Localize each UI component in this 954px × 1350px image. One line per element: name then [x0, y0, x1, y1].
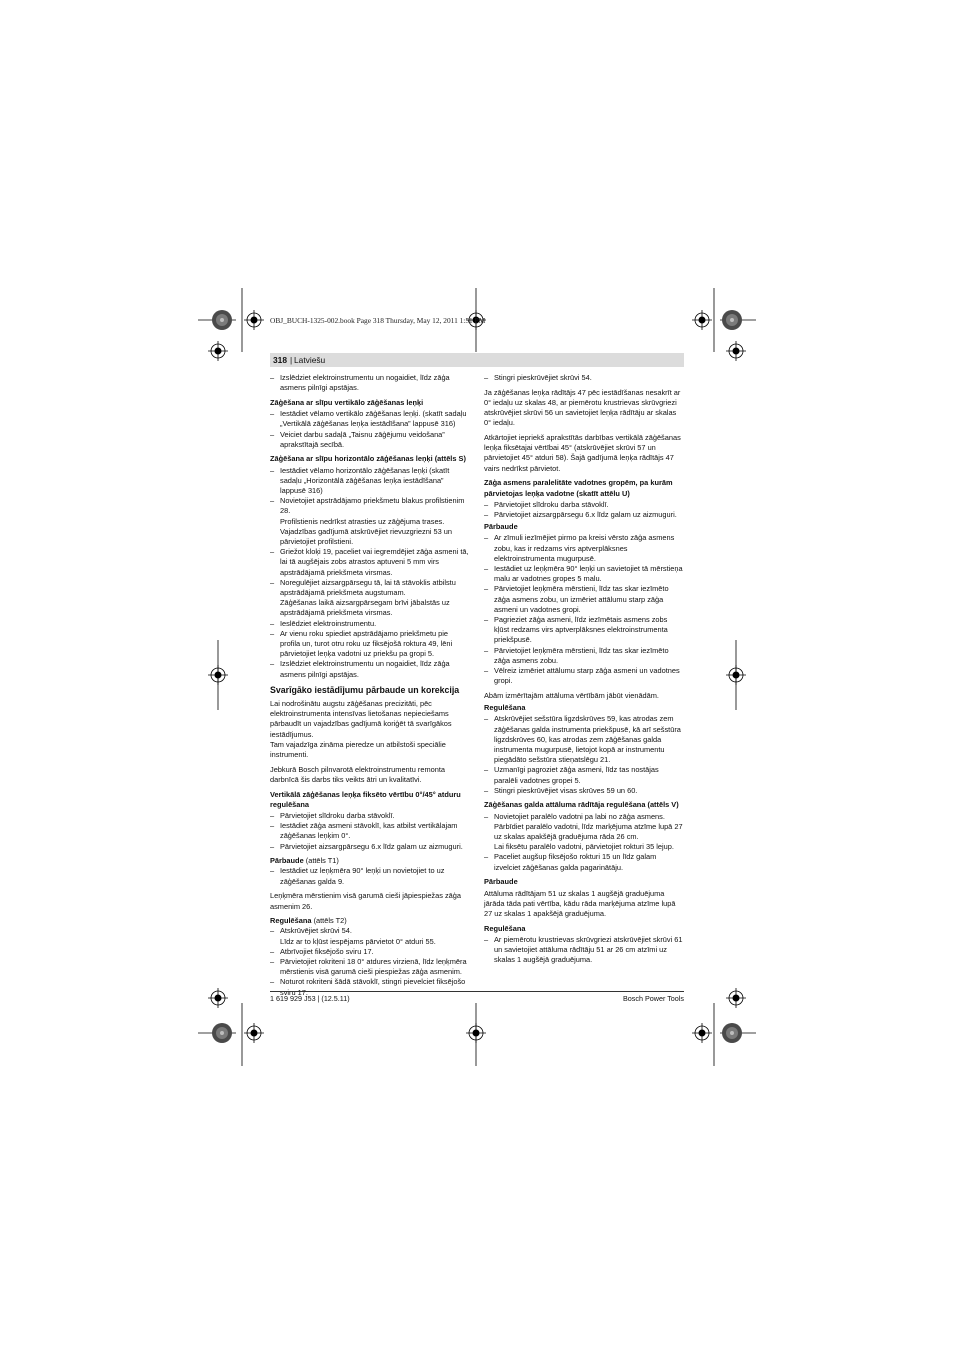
footer-document-id: 1 619 929 J53 | (12.5.11) — [270, 994, 350, 1003]
paragraph: Lai nodrošinātu augstu zāģēšanas precizitāti, pēc elektroinstrumenta intensīvas lietošanas nepieciešams pārbaudīt un vajadzības gadījumā koriģēt tā svarīgākos iestādījumus. — [270, 698, 452, 739]
list-item: – Atbrīvojiet fiksējošo sviru 17. — [270, 947, 469, 957]
footer-rule — [270, 991, 684, 992]
list-item: – Ar vienu roku spiediet apstrādājamo priekšmetu pie profila un, turot otru roku uz fiksējošā roktura 49, lēni pārvietojiet leņķa vadotni uz priekšu pa gropi 5. — [270, 629, 469, 660]
list-item: – Vēlreiz izmēriet attālumu starp zāģa asmeni un vadotnes gropi. — [484, 666, 683, 686]
bullet-list — [484, 373, 683, 383]
list-item: – Griežot kloķi 19, paceliet vai iegremdējiet zāģa asmeni tā, lai tā augšējais zobs atrastos aptuveni 5 mm virs apstrādājamā priekšmeta virsmas. — [270, 547, 469, 578]
section-heading: Zāģēšana ar slīpu vertikālo zāģēšanas leņķi — [270, 397, 424, 407]
bullet-list — [484, 533, 683, 686]
paragraph: Ja zāģēšanas leņķa rādītājs 47 pēc iestādīšanas nesakrīt ar 0° iedaļu uz skalas 48, ar piemērotu krustrievas skrūvgriezi atskrūvējiet skrūvi 56 un savietojiet leņķa rādītāju ar skalas 0° iedaļu. — [484, 387, 681, 428]
bullet-list — [270, 466, 469, 517]
list-item: – Pārvietojiet rokriteni 18 0° atdures virzienā, līdz leņķmēra mērstienis visā garumā cieši piespiežas zāģa asmenim. — [270, 957, 469, 977]
list-item: – Veiciet darbu sadaļā „Taisnu zāģējumu veidošana” aprakstītajā secībā. — [270, 430, 469, 450]
list-item: – Pārvietojiet slīdroku darba stāvoklī. — [270, 811, 469, 821]
list-continuation: Profilstienis nedrīkst atrasties uz zāģējuma trases. — [280, 516, 445, 526]
list-item: – Iestādiet zāģa asmeni stāvoklī, kas atbilst vertikālajam zāģēšanas leņķim 0°. — [270, 821, 469, 841]
list-item: – Pārvietojiet leņķmēra mērstieni, līdz tas skar iezīmēto zāģa asmens zobu, un izmēriet attālumu starp zāģa asmeni un vadotnes gropi. — [484, 584, 683, 615]
list-item: – Pārvietojiet leņķmēra mērstieni, līdz tas skar iezīmēto zāģa asmens zobu. — [484, 646, 683, 666]
list-item: – Uzmanīgi pagroziet zāģa asmeni, līdz tas nostājas paralēli vadotnes gropei 5. — [484, 765, 683, 785]
paragraph: Atkārtojiet iepriekš aprakstītās darbības vertikālā zāģēšanas leņķa fiksētajai vērtībai 45° (atskrūvējiet skrūvi 57 un pārvietojiet 45° atduri 58). Šajā gadījumā leņķa rādītājs 47 vairs nedrīkst pārvietot. — [484, 433, 681, 473]
list-item: – Stingri pieskrūvējiet visas skrūves 59 un 60. — [484, 786, 683, 796]
bullet-list — [270, 619, 469, 680]
list-continuation: Līdz ar to kļūst iespējams pārvietot 0° atduri 55. — [280, 936, 436, 946]
figure-ref: (attēls T1) — [305, 856, 339, 866]
section-heading: Zāģa asmens paralelitāte vadotnes gropēm, pa kurām pārvietojas leņķa vadotne (skatīt attēlu U) — [484, 478, 673, 498]
list-item: – Novietojiet apstrādājamo priekšmetu blakus profilstienim 28. — [270, 496, 469, 516]
list-item: – Paceliet augšup fiksējošo rokturi 15 un līdz galam izvelciet zāģēšanas galda pagarinātāju. — [484, 852, 683, 872]
list-item: – Ar zīmuli iezīmējiet pirmo pa kreisi vērsto zāģa asmens zobu, kas ir redzams virs aptverplāksnes elektroinstrumenta mugurpusē. — [484, 533, 683, 564]
section-heading: Zāģēšanas galda attāluma rādītāja regulēšana (attēls V) — [484, 800, 679, 810]
section-heading: Zāģēšana ar slīpu horizontālo zāģēšanas leņķi (attēls S) — [270, 454, 466, 464]
adjust-label: Regulēšana — [484, 923, 526, 933]
header-language: Latviešu — [294, 355, 326, 365]
bullet-list — [484, 714, 683, 796]
bullet-list — [270, 926, 469, 936]
list-continuation: Pārbīdiet paralēlo vadotni, līdz marķējuma atzīme lupā 27 uz skalas apakšējā graduējuma rāda 26 cm. — [494, 821, 683, 842]
paragraph: Abām izmērītajām attāluma vērtībām jābūt vienādām. — [484, 690, 659, 700]
list-continuation: Zāģēšanas laikā aizsargpārsegam brīvi jābalstās uz apstrādājamā priekšmeta virsmas. — [280, 598, 450, 618]
list-continuation: Vajadzības gadījumā atskrūvējiet rievuzgriezni 53 un pārvietojiet profilstieni. — [280, 526, 452, 547]
figure-ref: (attēls T2) — [313, 916, 347, 926]
right-column — [484, 373, 683, 970]
list-item: – Pārvietojiet slīdroku darba stāvoklī. — [484, 500, 683, 510]
adjust-label: Regulēšana — [270, 916, 312, 926]
bullet-list — [484, 500, 683, 520]
section-heading: Vertikālā zāģēšanas leņķa fiksēto vērtību 0°/45° atduru regulēšana — [270, 789, 461, 809]
paragraph: Attāluma rādītājam 51 uz skalas 1 augšējā graduējuma jārāda tāda pati vērtība, kādu rāda marķējuma atzīme lupā 27 uz skalas 1 apakšējā graduējuma. — [484, 888, 676, 918]
bullet-list — [270, 547, 469, 598]
check-label: Pārbaude — [270, 856, 304, 866]
list-item: – Izslēdziet elektroinstrumentu un nogaidiet, līdz zāģa asmens pilnīgi apstājas. — [270, 373, 469, 393]
list-item: – Iestādiet uz leņķmēra 90° leņķi un novietojiet to uz zāģēšanas galda 9. — [270, 866, 469, 886]
paragraph: Jebkurā Bosch pilnvarotā elektroinstrumentu remonta darbnīcā šis darbs tiks veikts ātri un kvalitatīvi. — [270, 764, 446, 784]
list-item: – Atskrūvējiet skrūvi 54. — [270, 926, 469, 936]
page-number: 318 — [273, 355, 287, 365]
list-item: – Iestādiet vēlamo horizontālo zāģēšanas leņķi (skatīt sadaļu „Horizontālā zāģēšanas leņķa iestādīšana” lappusē 316) — [270, 466, 469, 497]
list-item: – Noregulējiet aizsargpārsegu tā, lai tā stāvoklis atbilstu apstrādājamā priekšmeta augstumam. — [270, 578, 469, 598]
list-item: – Stingri pieskrūvējiet skrūvi 54. — [484, 373, 683, 383]
list-item: – Iestādiet vēlamo vertikālo zāģēšanas leņķi. (skatīt sadaļu „Vertikālā zāģēšanas leņķa iestādīšana” lappusē 316) — [270, 409, 469, 429]
section-title: Svarīgāko iestādījumu pārbaude un korekcija — [270, 684, 460, 695]
list-item: – Iestādiet uz leņķmēra 90° leņķi un savietojiet tā mērstieņa malu ar vadotnes gropes 5 malu. — [484, 564, 683, 584]
adjust-label: Regulēšana — [484, 703, 526, 713]
page-header — [270, 353, 684, 367]
list-item: – Noturot rokriteni šādā stāvoklī, stingri pievelciet fiksējošo sviru 17. — [270, 977, 469, 997]
list-item: – Pārvietojiet aizsargpārsegu 6.x līdz galam uz aizmuguri. — [484, 510, 683, 520]
bullet-list — [484, 812, 683, 822]
footer-brand: Bosch Power Tools — [623, 994, 684, 1003]
label-line — [270, 856, 469, 866]
bullet-list — [270, 866, 469, 886]
print-slug: OBJ_BUCH-1325-002.book Page 318 Thursday, May 12, 2011 1:51 PM — [270, 316, 486, 325]
bullet-list — [270, 409, 469, 450]
list-item: – Ar piemērotu krustrievas skrūvgriezi atskrūvējiet skrūvi 61 un savietojiet attāluma rādītāju 51 ar 26 cm atzīmi uz skalas 1 augšējā graduējuma. — [484, 935, 683, 966]
list-item: – Izslēdziet elektroinstrumentu un nogaidiet, līdz zāģa asmens pilnīgi apstājas. — [270, 659, 469, 679]
bullet-list — [484, 852, 683, 872]
bullet-list — [270, 811, 469, 852]
list-item: – Atskrūvējiet sešstūra ligzdskrūves 59, kas atrodas zem zāģēšanas galda instrumenta priekšpusē, kā arī sešstūra ligzdskrūves 60, kas atrodas zem zāģēšanas galda instrumenta mugurpusē, lietojot kopā ar instrumentu piegādāto sešstūra stieņatslēgu 21. — [484, 714, 683, 765]
list-item: – Pagrieziet zāģa asmeni, līdz iezīmētais asmens zobs kļūst redzams virs aptverplāksnes elektroinstrumenta priekšpusē. — [484, 615, 683, 646]
label-line — [270, 916, 469, 926]
check-label: Pārbaude — [484, 522, 518, 532]
check-label: Pārbaude — [484, 877, 518, 887]
paragraph: Tam vajadzīga zināma pieredze un atbilstoši speciālie instrumenti. — [270, 739, 446, 759]
left-column — [270, 373, 469, 1002]
list-item: – Novietojiet paralēlo vadotni pa labi no zāģa asmens. — [484, 812, 683, 822]
header-separator: | — [290, 355, 293, 365]
bullet-list — [484, 935, 683, 966]
list-continuation: Lai fiksētu paralēlo vadotni, pārvietojiet rokturi 35 lejup. — [494, 842, 674, 852]
list-item: – Ieslēdziet elektroinstrumentu. — [270, 619, 469, 629]
paragraph: Leņķmēra mērstienim visā garumā cieši jāpiespiežas zāģa asmenim 26. — [270, 891, 462, 911]
bullet-list — [270, 373, 469, 393]
list-item: – Pārvietojiet aizsargpārsegu 6.x līdz galam uz aizmuguri. — [270, 842, 469, 852]
